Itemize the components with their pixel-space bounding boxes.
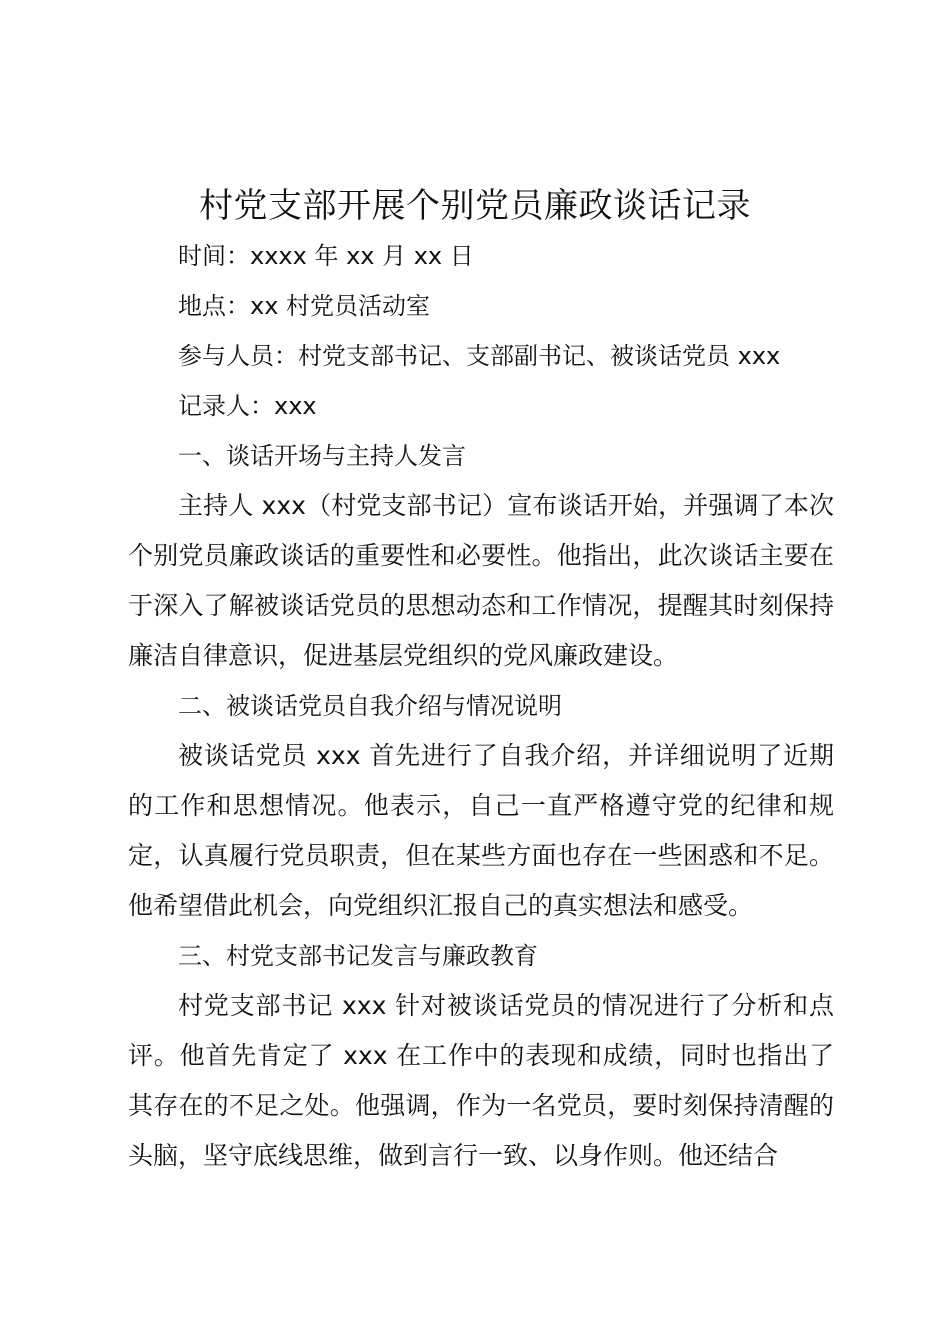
section-paragraph-2: 被谈话党员 xxx 首先进行了自我介绍，并详细说明了近期的工作和思想情况。他表示，自己一直严格遵守党的纪律和规定，认真履行党员职责，但在某些方面也存在一些困惑和不足。他希望借此机会，向党组织汇报自己的真实想法和感受。 — [128, 741, 834, 920]
section-heading-2: 二、被谈话党员自我介绍与情况说明 — [178, 692, 562, 720]
meta-participants: 参与人员：村党支部书记、支部副书记、被谈话党员 xxx — [178, 342, 781, 370]
document-title: 村党支部开展个别党员廉政谈话记录 — [199, 186, 751, 226]
meta-time: 时间：xxxx 年 xx 月 xx 日 — [178, 242, 474, 270]
meta-location: 地点：xx 村党员活动室 — [178, 292, 431, 320]
meta-recorder: 记录人：xxx — [178, 392, 317, 420]
section-heading-1: 一、谈话开场与主持人发言 — [178, 442, 466, 470]
section-heading-3: 三、村党支部书记发言与廉政教育 — [178, 942, 538, 970]
section-paragraph-1: 主持人 xxx（村党支部书记）宣布谈话开始，并强调了本次个别党员廉政谈话的重要性和必要性。他指出，此次谈话主要在于深入了解被谈话党员的思想动态和工作情况，提醒其时刻保持廉洁自律意识，促进基层党组织的党风廉政建设。 — [128, 491, 834, 670]
document-body — [128, 231, 834, 1181]
section-paragraph-3: 村党支部书记 xxx 针对被谈话党员的情况进行了分析和点评。他首先肯定了 xxx 在工作中的表现和成绩，同时也指出了其存在的不足之处。他强调，作为一名党员，要时刻保持清醒的头脑，坚守底线思维，做到言行一致、以身作则。他还结合 — [128, 991, 834, 1170]
